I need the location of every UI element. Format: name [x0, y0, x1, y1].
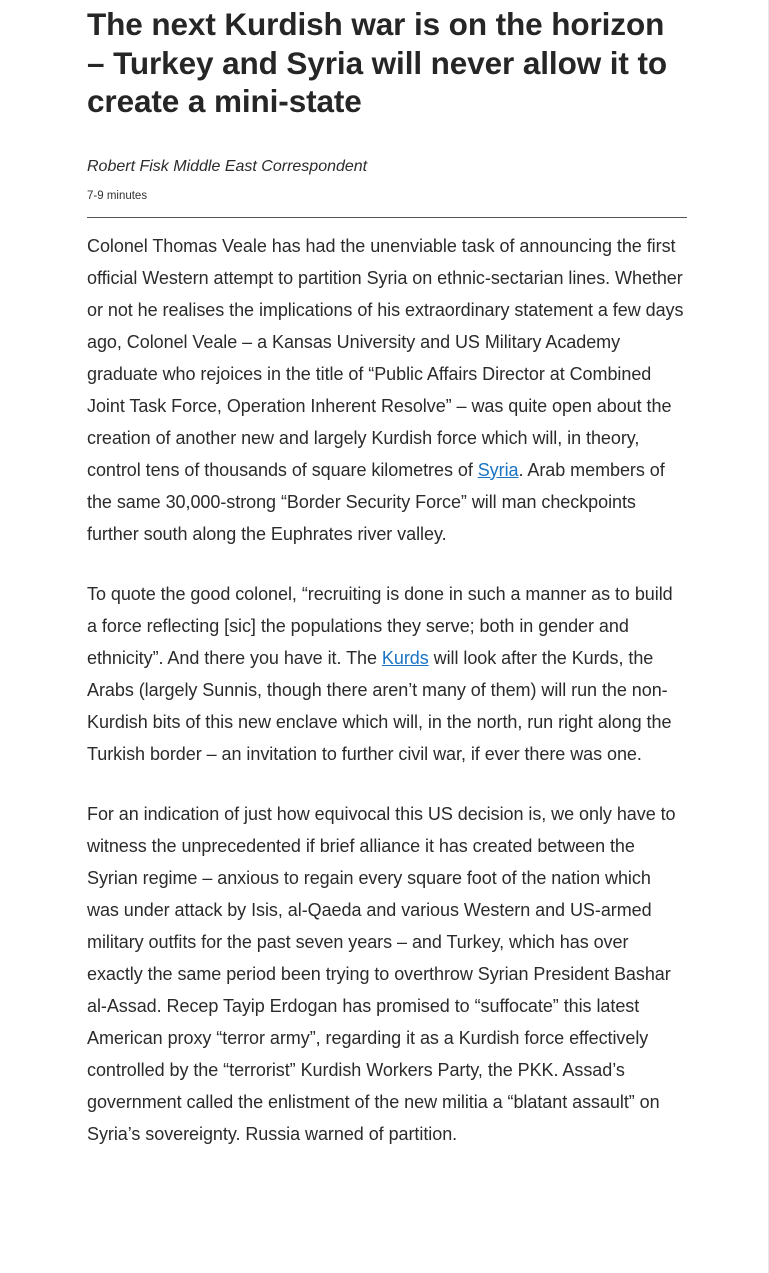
paragraph-2 — [87, 578, 687, 770]
syria-link[interactable]: Syria — [477, 459, 519, 480]
paragraph-1-text-b: . Arab members of the same 30,000-strong “Border Security Force” will man checkpoints further south along the Euphrates river valley. — [87, 459, 665, 544]
paragraph-2-text-a: To quote the good colonel, “recruiting is done in such a manner as to build a force reflecting [sic] the populations they serve; both in gender and ethnicity”. And there you have it. The — [87, 583, 673, 668]
read-time: 7-9 minutes — [87, 189, 148, 202]
paragraph-1 — [87, 230, 687, 550]
article-headline: The next Kurdish war is on the horizon – Turkey and Syria will never allow it to create a mini-state — [87, 6, 668, 119]
paragraph-2-text-b: will look after the Kurds, the Arabs (largely Sunnis, though there aren’t many of them) will run the non-Kurdish bits of this new enclave which will, in the north, run right along the Turkish border – an invitation to further civil war, if ever there was one. — [87, 647, 672, 764]
paragraph-3 — [87, 798, 687, 1150]
article-byline: Robert Fisk Middle East Correspondent — [87, 157, 368, 175]
header-divider — [87, 217, 687, 218]
kurds-link[interactable]: Kurds — [381, 647, 429, 668]
paragraph-1-text-a: Colonel Thomas Veale has had the unenviable task of announcing the first official Western attempt to partition Syria on ethnic-sectarian lines. Whether or not he realises the implications of his extraordinary statement a few days ago, Colonel Veale – a Kansas University and US Military Academy graduate who rejoices in the title of “Public Affairs Director at Combined Joint Task Force, Operation Inherent Resolve” – was quite open about the creation of another new and largely Kurdish force which will, in theory, control tens of thousands of square kilometres of — [87, 235, 684, 480]
paragraph-3-text: For an indication of just how equivocal this US decision is, we only have to witness the unprecedented if brief alliance it has created between the Syrian regime – anxious to regain every square foot of the nation which was under attack by Isis, al-Qaeda and various Western and US-armed military outfits for the past seven years – and Turkey, which has over exactly the same period been trying to overthrow Syrian President Bashar al-Assad. Recep Tayip Erdogan has promised to “suffocate” this latest American proxy “terror army”, regarding it as a Kurdish force effectively controlled by the “terrorist” Kurdish Workers Party, the PKK. Assad’s government called the enlistment of the new militia a “blatant assault” on Syria’s sovereignty. Russia warned of partition. — [87, 803, 676, 1144]
article-body — [87, 230, 687, 1150]
article — [87, 0, 687, 1178]
